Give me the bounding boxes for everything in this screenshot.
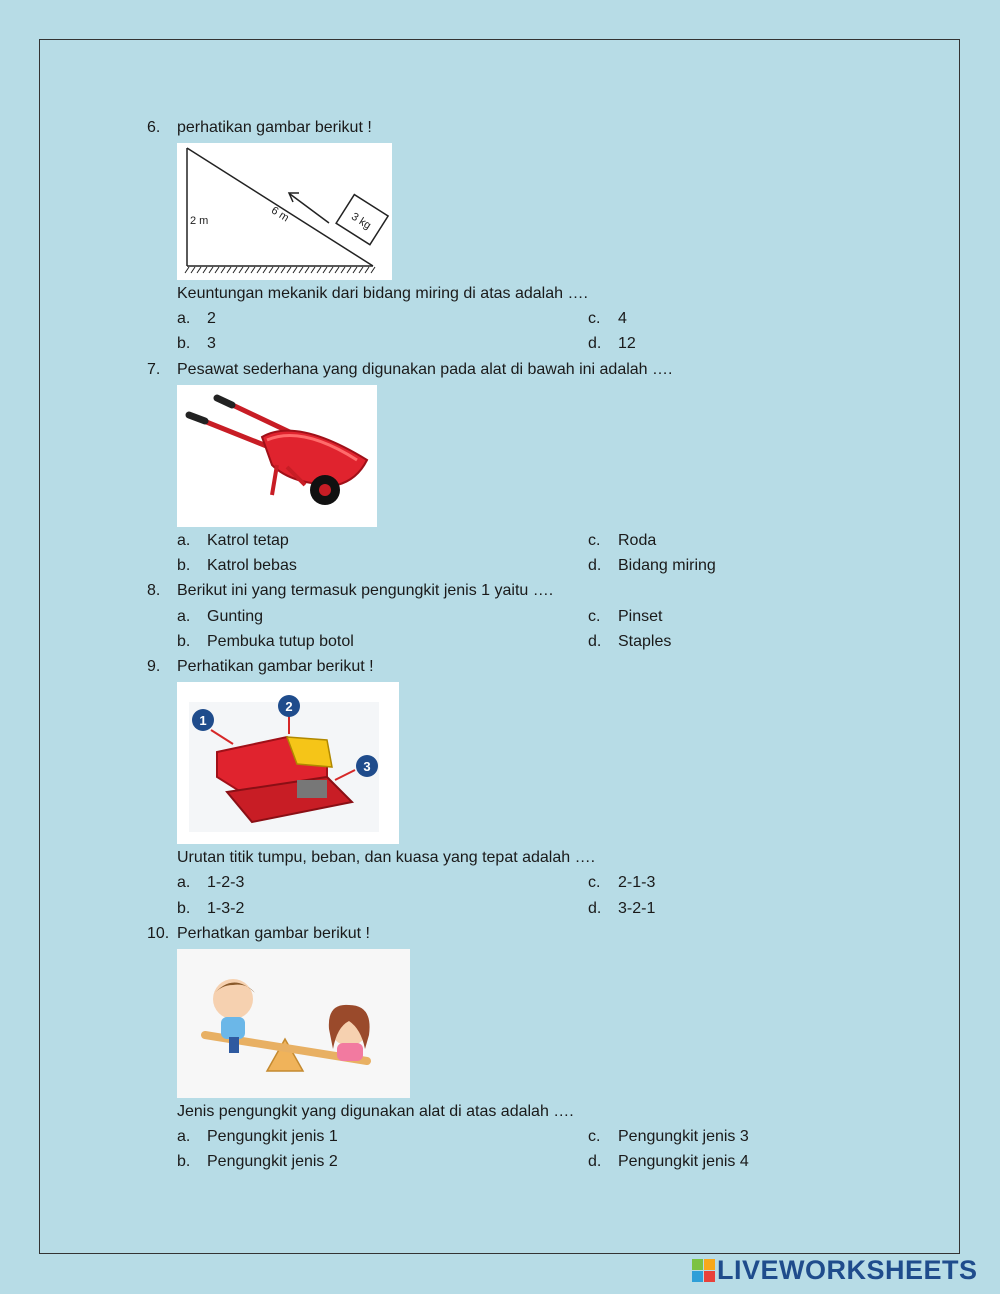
- question-prompt: Urutan titik tumpu, beban, dan kuasa yang tepat adalah ….: [177, 849, 596, 866]
- option-c[interactable]: c. Roda: [588, 532, 657, 549]
- option-a[interactable]: a. 1-2-3: [177, 874, 245, 891]
- question-number: 7.: [147, 361, 161, 378]
- wheelbarrow-image: [177, 385, 377, 527]
- option-d[interactable]: d. Pengungkit jenis 4: [588, 1153, 749, 1170]
- option-c[interactable]: c. 4: [588, 310, 627, 327]
- question-text: Perhatkan gambar berikut !: [177, 925, 370, 942]
- question-text: Pesawat sederhana yang digunakan pada alat di bawah ini adalah ….: [177, 361, 673, 378]
- logo-blocks-icon: [692, 1259, 715, 1282]
- option-a[interactable]: a. Pengungkit jenis 1: [177, 1128, 338, 1145]
- inclined-plane-figure: [177, 143, 392, 280]
- question-text: perhatikan gambar berikut !: [177, 119, 372, 136]
- question-number: 9.: [147, 658, 161, 675]
- block-mass: [336, 195, 388, 245]
- svg-text:2: 2: [285, 699, 293, 714]
- svg-text:3: 3: [363, 759, 371, 774]
- option-a[interactable]: a. Gunting: [177, 608, 264, 625]
- mass-label: 3 kg: [349, 210, 374, 232]
- option-a[interactable]: a. 2: [177, 310, 216, 327]
- option-b[interactable]: b. Katrol bebas: [177, 557, 297, 574]
- liveworksheets-logo[interactable]: [692, 1256, 978, 1284]
- option-a[interactable]: a. Katrol tetap: [177, 532, 289, 549]
- option-c[interactable]: c. Pinset: [588, 608, 663, 625]
- length-label: 6 m: [268, 204, 291, 225]
- height-label: 2 m: [190, 215, 209, 227]
- option-b[interactable]: b. 1-3-2: [177, 900, 245, 917]
- option-c[interactable]: c. 2-1-3: [588, 874, 656, 891]
- question-text: Berikut ini yang termasuk pengungkit jenis 1 yaitu ….: [177, 582, 554, 599]
- option-d[interactable]: d. Bidang miring: [588, 557, 716, 574]
- marker-2: [278, 695, 300, 717]
- option-b[interactable]: b. Pembuka tutup botol: [177, 633, 354, 650]
- option-c[interactable]: c. Pengungkit jenis 3: [588, 1128, 749, 1145]
- question-text: Perhatikan gambar berikut !: [177, 658, 374, 675]
- svg-text:1: 1: [199, 713, 207, 728]
- stapler-image: [177, 682, 399, 844]
- question-number: 8.: [147, 582, 161, 599]
- question-prompt: Keuntungan mekanik dari bidang miring di atas adalah ….: [177, 285, 588, 302]
- marker-3: [356, 755, 378, 777]
- question-prompt: Jenis pengungkit yang digunakan alat di atas adalah ….: [177, 1103, 574, 1120]
- marker-1: [192, 709, 214, 731]
- question-number: 10.: [147, 925, 170, 942]
- question-number: 6.: [147, 119, 161, 136]
- seesaw-image: [177, 949, 410, 1098]
- option-d[interactable]: d. Staples: [588, 633, 672, 650]
- option-d[interactable]: d. 12: [588, 335, 636, 352]
- option-d[interactable]: d. 3-2-1: [588, 900, 656, 917]
- option-b[interactable]: b. 3: [177, 335, 216, 352]
- logo-text: LIVEWORKSHEETS: [717, 1254, 978, 1285]
- option-b[interactable]: b. Pengungkit jenis 2: [177, 1153, 338, 1170]
